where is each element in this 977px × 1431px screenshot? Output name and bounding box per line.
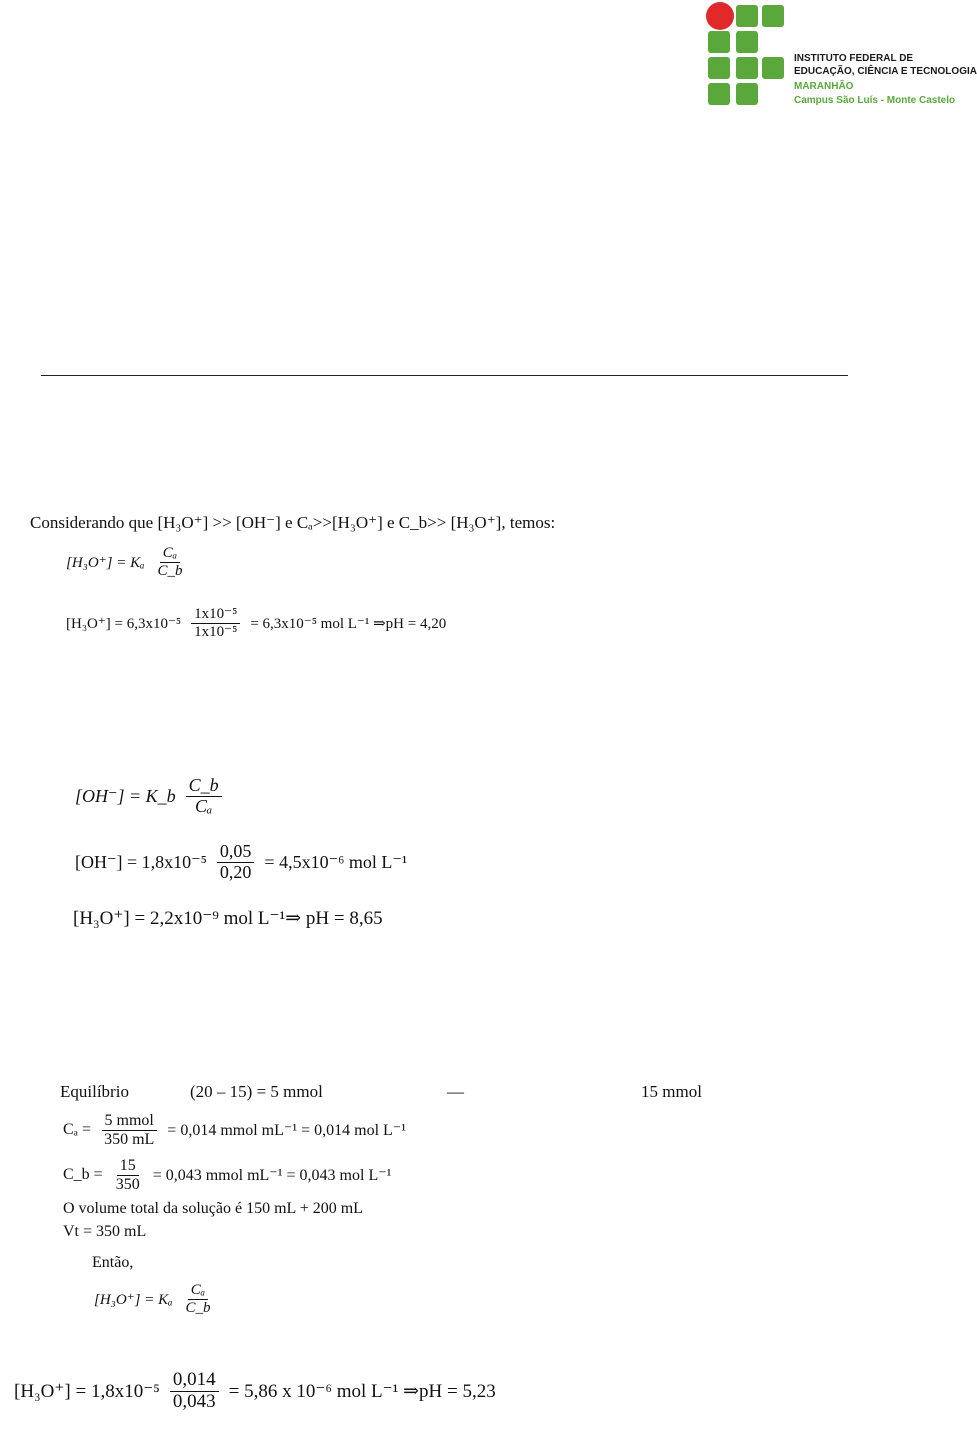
logo-square	[736, 57, 758, 79]
entao-text: Então,	[92, 1254, 134, 1271]
equation-rhs: = 4,5x10⁻⁶ mol L⁻¹	[264, 851, 408, 872]
section1-equation-1	[66, 545, 192, 579]
fraction-denominator: 350	[115, 1175, 140, 1193]
equation-lhs: [H₃O⁺] = Kₐ	[66, 554, 145, 571]
logo-line-2: EDUCAÇÃO, CIÊNCIA E TECNOLOGIA	[794, 66, 977, 77]
equation-lhs: [H₃O⁺] = Kₐ	[94, 1291, 173, 1308]
fraction-denominator: Cₐ	[195, 795, 213, 816]
fraction-numerator: 15	[117, 1157, 139, 1176]
fraction	[186, 776, 222, 817]
logo-line-4: Campus São Luís - Monte Castelo	[794, 95, 956, 106]
logo-red-dot	[706, 2, 734, 30]
equation-lhs: [H₃O⁺] = 1,8x10⁻⁵	[14, 1380, 160, 1402]
fraction-numerator: C_b	[186, 776, 222, 797]
fraction-denominator: 0,043	[172, 1390, 216, 1412]
section1-equation-2	[66, 606, 446, 640]
fraction-denominator: C_b	[157, 562, 183, 579]
fraction-numerator: Cₐ	[160, 545, 180, 563]
section1-intro: Considerando que [H₃O⁺] >> [OH⁻] e Cₐ>>[H₃O⁺] e C_b>> [H₃O⁺], temos:	[30, 513, 556, 532]
equation-lhs: [H₃O⁺] = 6,3x10⁻⁵	[66, 615, 182, 632]
logo-square	[762, 5, 784, 27]
logo-square	[736, 5, 758, 27]
section3-equation	[94, 1282, 220, 1316]
equation-rhs: = 6,3x10⁻⁵ mol L⁻¹ ⇒pH = 4,20	[250, 615, 447, 632]
volume-text: O volume total da solução é 150 mL + 200 mL	[63, 1200, 363, 1217]
ca-equation	[63, 1112, 406, 1148]
fraction-denominator: 350 mL	[104, 1130, 155, 1148]
logo-square	[708, 57, 730, 79]
fraction	[183, 1282, 214, 1316]
fraction-numerator: 1x10⁻⁵	[191, 606, 240, 624]
equation-rhs: = 5,86 x 10⁻⁶ mol L⁻¹ ⇒pH = 5,23	[228, 1380, 496, 1402]
section2-equation-1	[75, 776, 228, 817]
logo-square	[708, 31, 730, 53]
fraction-denominator: 1x10⁻⁵	[194, 623, 238, 640]
logo-square	[762, 57, 784, 79]
fraction	[155, 545, 186, 579]
equation-lhs: [OH⁻] = K_b	[75, 785, 176, 806]
fraction-numerator: 0,014	[170, 1370, 219, 1392]
logo-line-3: MARANHÃO	[794, 81, 854, 92]
equilibrio-label: Equilíbrio	[60, 1082, 129, 1101]
fraction	[217, 842, 255, 883]
fraction	[113, 1157, 143, 1193]
fraction	[191, 606, 240, 640]
cb-equation	[63, 1157, 391, 1193]
equation-lhs: Cₐ =	[63, 1121, 92, 1139]
fraction-numerator: 5 mmol	[102, 1112, 157, 1131]
logo-line-1: INSTITUTO FEDERAL DE	[794, 53, 914, 64]
final-equation	[14, 1370, 496, 1413]
logo-square	[736, 31, 758, 53]
fraction-denominator: 0,20	[219, 861, 252, 882]
horizontal-rule	[41, 375, 848, 376]
section2-equation-2	[75, 842, 407, 883]
equilibrio-right: 15 mmol	[641, 1082, 702, 1101]
logo-square	[736, 83, 758, 105]
fraction-denominator: C_b	[185, 1299, 211, 1316]
fraction-numerator: Cₐ	[188, 1282, 208, 1300]
section2-equation-3: [H₃O⁺] = 2,2x10⁻⁹ mol L⁻¹⇒ pH = 8,65	[73, 908, 383, 929]
fraction-numerator: 0,05	[217, 842, 255, 863]
equation-rhs: = 0,043 mmol mL⁻¹ = 0,043 mol L⁻¹	[152, 1167, 392, 1185]
equilibrio-value: (20 – 15) = 5 mmol	[190, 1082, 323, 1101]
logo-square	[708, 83, 730, 105]
equation-rhs: = 0,014 mmol mL⁻¹ = 0,014 mol L⁻¹	[167, 1122, 407, 1140]
fraction	[170, 1370, 219, 1413]
equation-lhs: [OH⁻] = 1,8x10⁻⁵	[75, 851, 207, 872]
equation-lhs: C_b =	[63, 1166, 103, 1184]
vt-text: Vt = 350 mL	[63, 1223, 147, 1240]
fraction	[101, 1112, 157, 1148]
equilibrio-dash: —	[447, 1082, 464, 1101]
